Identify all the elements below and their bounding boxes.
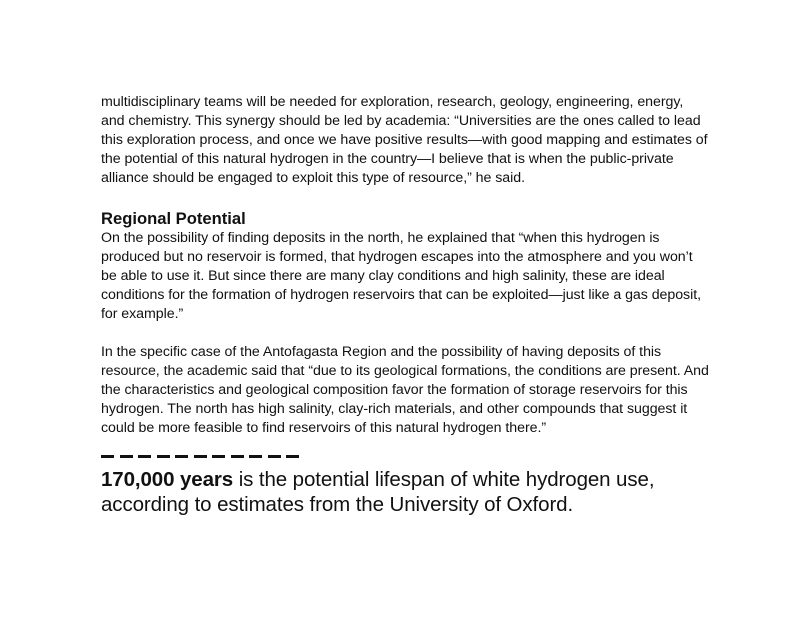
section-paragraph-2: In the specific case of the Antofagasta Region and the possibility of having deposits of this resource, the academic said that “due to its geological formations, the conditions are present. And the characteristics and geological composition favor the formation of storage reservoirs for this hydrogen. The north has high salinity, clay-rich materials, and other compounds that suggest it could be more feasible to find reservoirs of this natural hydrogen there.” xyxy=(101,344,709,436)
section-paragraph-1: On the possibility of finding deposits in the north, he explained that “when this hydrogen is produced but no reservoir is formed, that hydrogen escapes into the atmosphere and you won’t be able to use it. But since there are many clay conditions and high salinity, these are ideal conditions for the formation of hydrogen reservoirs that can be exploited—just like a gas deposit, for example.” xyxy=(101,230,701,322)
divider-dash xyxy=(157,455,170,458)
divider-dash xyxy=(194,455,207,458)
divider-dash xyxy=(231,455,244,458)
divider-dash xyxy=(286,455,299,458)
divider-dash xyxy=(120,455,133,458)
divider-dash xyxy=(212,455,225,458)
pullquote-stat: 170,000 years xyxy=(101,468,234,491)
intro-paragraph: multidisciplinary teams will be needed for exploration, research, geology, engineering, energy, and chemistry. This synergy should be led by academia: “Universities are the ones called to lead this exploration process, and once we have positive results—with good mapping and estimates of the potential of this natural hydrogen in the country—I believe that is when the public-private alliance should be engaged to exploit this type of resource,” he said. xyxy=(101,94,708,186)
divider-dash xyxy=(268,455,281,458)
article-page xyxy=(101,93,709,517)
divider-dash xyxy=(175,455,188,458)
pullquote xyxy=(101,467,709,517)
divider-dash xyxy=(249,455,262,458)
dashed-divider xyxy=(101,444,709,468)
pullquote-text: is the potential lifespan of white hydrogen use, according to estimates from the University of Oxford. xyxy=(101,468,655,516)
divider-dash xyxy=(138,455,151,458)
section-heading: Regional Potential xyxy=(101,209,246,228)
divider-dash xyxy=(101,455,114,458)
